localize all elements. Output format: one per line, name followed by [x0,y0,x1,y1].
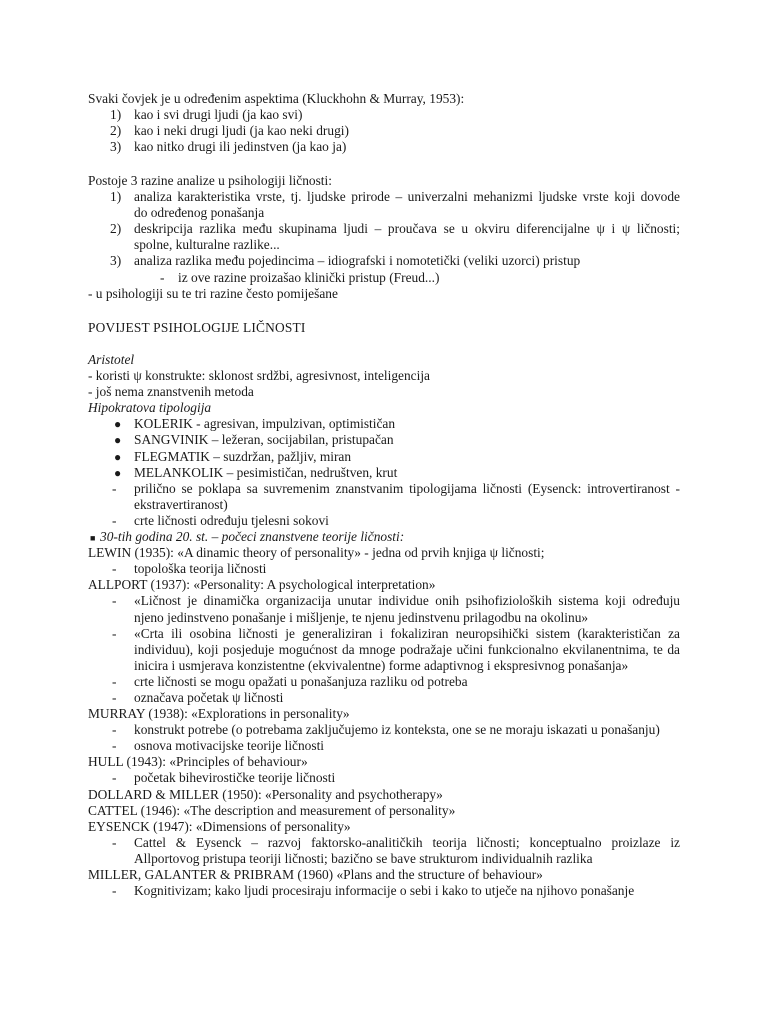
author-line: ALLPORT (1937): «Personality: A psychological interpretation» [88,577,436,593]
author-line: EYSENCK (1947): «Dimensions of personality» [88,818,351,834]
author-line: CATTEL (1946): «The description and measurement of personality» [88,802,456,818]
dash-item: - «Ličnost je dinamička organizacija unutar individue onih psihofizioloških sistema koji određuju njeno jedinstveno ponašanje i mišljenje, te njenu jedinstvenu prilagodbu na okolinu» [112,593,680,625]
dash-item: - topološka teorija ličnosti [112,561,267,577]
levels-note: - u psihologiji su te tri razine često pomiješane [88,285,338,301]
list-item: 3) analiza razlika među pojedincima – idiografski i nomotetički (veliki uzorci) pristup [110,253,581,269]
intro-line: Svaki čovjek je u određenim aspektima (Kluckhohn & Murray, 1953): [88,91,465,106]
dash-item: - Kognitivizam; kako ljudi procesiraju informacije o sebi i kako to utječe na njihovo ponašanje [112,883,635,899]
subheading-aristotel: Aristotel [88,352,135,367]
bullet-item: ● MELANKOLIK – pesimističan, nedruštven, krut [114,464,398,480]
square-bullet-item: ■ 30-tih godina 20. st. – počeci znanstvene teorije ličnosti: [90,529,405,545]
subheading-hipokrat: Hipokratova tipologija [88,400,212,416]
author-line: HULL (1943): «Principles of behaviour» [88,754,308,770]
list-item: 3) kao nitko drugi ili jedinstven (ja kao ja) [110,139,347,155]
dash-item: - konstrukt potrebe (o potrebama zaključujemo iz konteksta, one se ne moraju iskazati u ponašanju) [112,722,660,738]
list-item: 1) analiza karakteristika vrste, tj. ljudske prirode – univerzalni mehanizmi ljudske vrste koji dovode do određenog ponašanja [110,189,680,221]
history-section [88,320,680,336]
text-line: - još nema znanstvenih metoda [88,384,254,400]
author-line: DOLLARD & MILLER (1950): «Personality and psychotherapy» [88,786,443,802]
dash-item: - osnova motivacijske teorije ličnosti [112,738,325,754]
levels-section [88,173,680,302]
list-item: 1) kao i svi drugi ljudi (ja kao svi) [110,107,303,123]
list-item: 2) kao i neki drugi ljudi (ja kao neki drugi) [110,123,349,139]
dash-item: - prilično se poklapa sa suvremenim znanstvanim tipologijama ličnosti (Eysenck: introvertiranost - ekstravertiranost) [112,480,680,512]
dash-item: - Cattel & Eysenck – razvoj faktorsko-analitičkih teorija ličnosti; konceptualno proizlaze iz Allportovog pristupa teoriji ličnosti; bazično se bave strukturom individualnih razlika [112,834,680,866]
intro-section [88,91,680,155]
author-line: MURRAY (1938): «Explorations in personality» [88,706,350,722]
dash-item: - označava početak ψ ličnosti [112,689,284,705]
author-line: MILLER, GALANTER & PRIBRAM (1960) «Plans and the structure of behaviour» [88,867,543,882]
dash-item: - početak bihevirostičke teorije ličnosti [112,770,336,786]
section-heading: POVIJEST PSIHOLOGIJE LIČNOSTI [88,320,306,335]
dash-item: - «Crta ili osobina ličnosti je generaliziran i fokaliziran neuropsihički sistem (karakterističan za individuu), koji posjeduje mogućnost da mnoge podražaje učini funkcionalno ekvilanentnima, te da inicira i usmjerava konzistentne (ekvivalentne) forme adaptivnog i ekspresivnog ponašanja» [112,625,680,673]
text-line: - koristi ψ konstrukte: sklonost srdžbi, agresivnost, inteligencija [88,368,430,384]
dash-item: - crte ličnosti određuju tjelesni sokovi [112,512,329,528]
bullet-item: ● FLEGMATIK – suzdržan, pažljiv, miran [114,448,352,464]
sub-list-item: - iz ove razine proizašao klinički pristup (Freud...) [160,269,440,285]
author-line: LEWIN (1935): «A dinamic theory of personality» - jedna od prvih knjiga ψ ličnosti; [88,545,545,561]
dash-item: - crte ličnosti se mogu opažati u ponašanjuza razliku od potreba [112,673,468,689]
bullet-item: ● SANGVINIK – ležeran, socijabilan, pristupačan [114,432,394,448]
aristotel-section [88,352,680,899]
list-item: 2) deskripcija razlika među skupinama ljudi – proučava se u okviru diferencijalne ψ i ψ ličnosti; spolne, kulturalne razlike... [110,221,680,253]
levels-line: Postoje 3 razine analize u psihologiji ličnosti: [88,173,332,188]
bullet-item: ● KOLERIK - agresivan, impulzivan, optimističan [114,416,396,432]
